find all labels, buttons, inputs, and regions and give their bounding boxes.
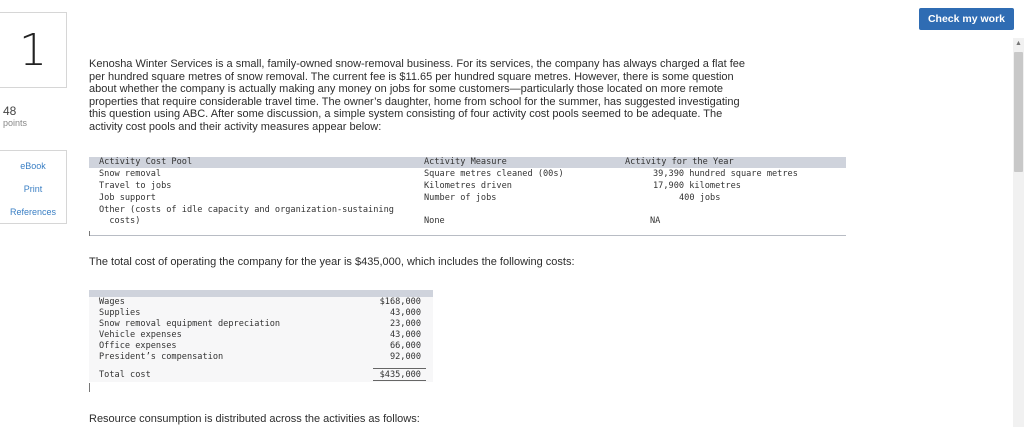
- table-row-pool: Snow removal: [99, 169, 162, 179]
- table-row-measure: Square metres cleaned (00s): [424, 169, 564, 179]
- cost-row-label: Snow removal equipment depreciation: [99, 319, 281, 329]
- scroll-up-arrow-icon[interactable]: ▲: [1015, 40, 1022, 47]
- table-row-pool: Travel to jobs: [99, 181, 172, 191]
- subtotal-rule: [373, 368, 426, 369]
- table-row-year: 17,900 kilometres: [653, 181, 741, 191]
- cost-breakdown-table: [89, 290, 433, 382]
- intro-line: Kenosha Winter Services is a small, family-owned snow-removal business. For its services, the company has always charged a flat fee: [89, 58, 745, 70]
- cost-row-value: 23,000: [389, 319, 421, 329]
- total-cost-value: $435,000: [379, 370, 421, 380]
- table-row-measure: None: [424, 216, 445, 226]
- question-number-box: [0, 12, 67, 88]
- question-number: 1: [19, 24, 47, 76]
- side-links-panel: [0, 150, 67, 224]
- references-link[interactable]: References: [9, 207, 57, 217]
- cost-row-label: Office expenses: [99, 341, 177, 351]
- header-activity-measure: Activity Measure: [424, 157, 507, 167]
- intro-line: activity cost pools and their activity measures appear below:: [89, 120, 382, 133]
- intro-line: per hundred square metres of snow removal. The current fee is $11.65 per hundred square metres. However, there is some question: [89, 70, 734, 83]
- points-value: 48: [3, 104, 17, 118]
- table-edge-mark: [89, 231, 90, 236]
- table-row-pool-continued: costs): [99, 216, 141, 226]
- check-my-work-button[interactable]: Check my work: [919, 8, 1014, 30]
- cost-row-label: Wages: [99, 297, 125, 307]
- scrollbar-thumb[interactable]: [1014, 52, 1023, 172]
- total-cost-label: Total cost: [99, 370, 151, 380]
- ebook-link[interactable]: eBook: [20, 161, 46, 171]
- cost-row-label: Supplies: [99, 308, 141, 318]
- table-row-pool: Job support: [99, 193, 156, 203]
- cost-row-value: 66,000: [389, 341, 421, 351]
- table-edge-mark: [89, 383, 90, 392]
- intro-line: properties that require considerable travel time. The owner’s daughter, home from school for the summer, has suggested investigating: [89, 95, 740, 108]
- total-double-rule: [373, 380, 426, 381]
- cost-row-value: 43,000: [389, 330, 421, 340]
- table-row-measure: Number of jobs: [424, 193, 497, 203]
- cost-row-label: Vehicle expenses: [99, 330, 182, 340]
- header-activity-for-year: Activity for the Year: [625, 157, 734, 167]
- intro-line: this question using ABC. After some discussion, a simple system consisting of four activity cost pools seemed to be adequate. The: [89, 108, 723, 121]
- print-link[interactable]: Print: [23, 184, 43, 194]
- cost-row-label: President’s compensation: [99, 352, 224, 362]
- cost-row-value: 43,000: [389, 308, 421, 318]
- table-row-year: NA: [650, 216, 661, 226]
- cost-row-value: $168,000: [379, 297, 421, 307]
- table-bottom-rule: [89, 235, 846, 236]
- table-header-bar: [89, 290, 433, 297]
- total-cost-sentence: The total cost of operating the company for the year is $435,000, which includes the following costs:: [89, 256, 575, 268]
- resource-consumption-sentence: Resource consumption is distributed across the activities as follows:: [89, 413, 420, 425]
- cost-row-value: 92,000: [389, 352, 421, 362]
- table-row-year: 400 jobs: [679, 193, 721, 203]
- intro-line: about whether the company is actually making any money on jobs for some customers—particularly those located on more remote: [89, 83, 724, 96]
- points-label: points: [3, 118, 28, 128]
- table-row-year: 39,390 hundred square metres: [653, 169, 798, 179]
- problem-intro-paragraph: [89, 58, 811, 134]
- table-row-pool: Other (costs of idle capacity and organization-sustaining: [99, 205, 394, 215]
- activity-cost-pool-table: [89, 157, 846, 237]
- table-row-measure: Kilometres driven: [424, 181, 512, 191]
- header-activity-cost-pool: Activity Cost Pool: [99, 157, 193, 167]
